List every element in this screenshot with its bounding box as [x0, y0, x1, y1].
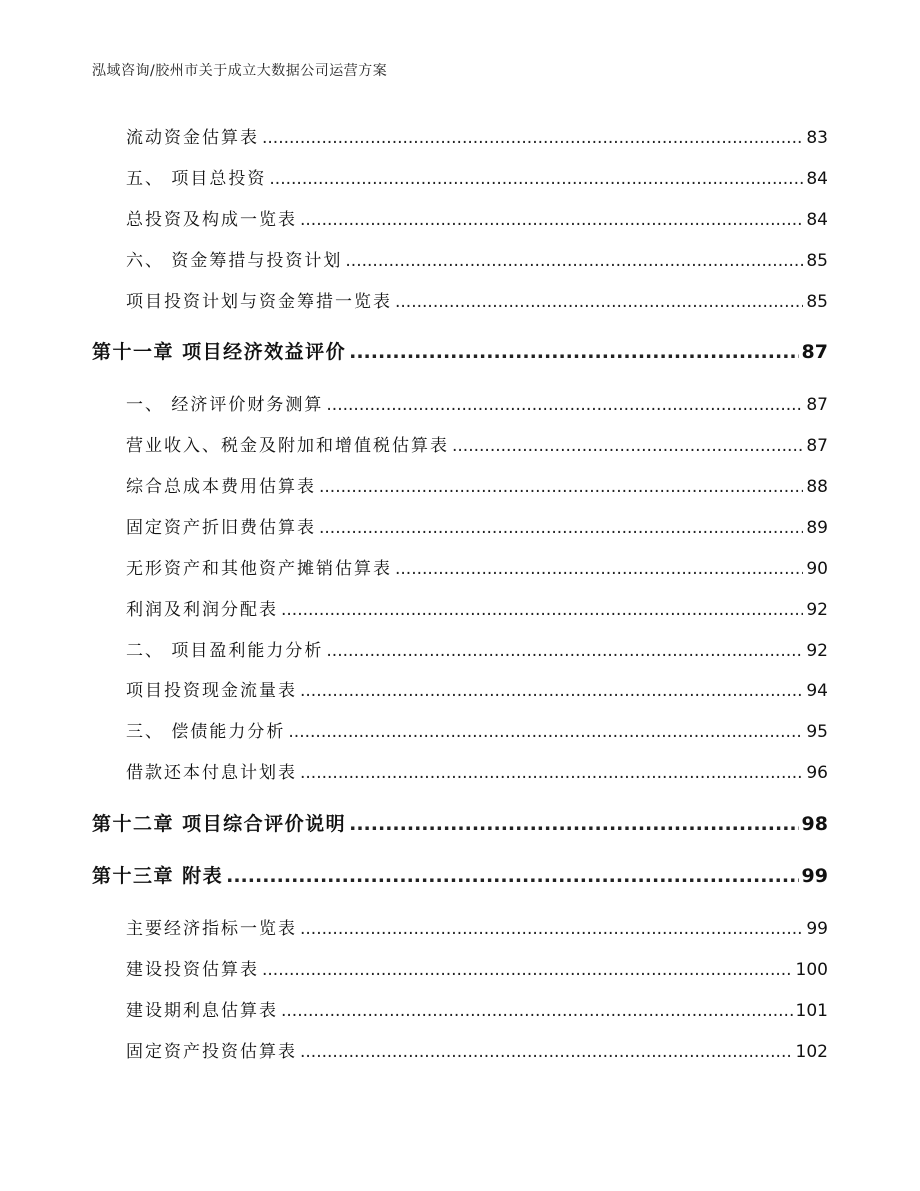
toc-entry-label: 利润及利润分配表	[126, 600, 278, 620]
toc-entry-label: 第十一章 项目经济效益评价	[92, 341, 347, 363]
toc-entry-label: 三、 偿债能力分析	[126, 722, 286, 742]
dot-leader	[262, 128, 803, 148]
toc-entry-page: 101	[795, 1001, 828, 1021]
toc-entry-page: 89	[806, 518, 828, 538]
toc-entry[interactable]	[126, 123, 828, 148]
toc-entry[interactable]	[126, 914, 828, 939]
dot-leader	[326, 395, 803, 415]
toc-entry-label: 建设投资估算表	[126, 960, 259, 980]
toc-entry-page: 96	[806, 763, 828, 783]
toc-entry-label: 综合总成本费用估算表	[126, 477, 316, 497]
toc-entry-page: 100	[795, 960, 828, 980]
toc-entry[interactable]	[126, 996, 828, 1021]
toc-entry-page: 95	[806, 722, 828, 742]
dot-leader	[395, 559, 803, 579]
toc-entry-label: 第十三章 附表	[92, 865, 224, 887]
page-header: 泓域咨询/胶州市关于成立大数据公司运营方案	[92, 63, 388, 79]
dot-leader	[319, 518, 803, 538]
toc-entry[interactable]	[126, 955, 828, 980]
toc-chapter-entry[interactable]	[92, 337, 828, 364]
toc-chapter-entry[interactable]	[92, 861, 828, 888]
toc-entry[interactable]	[126, 676, 828, 701]
toc-entry-label: 总投资及构成一览表	[126, 210, 297, 230]
toc-entry-page: 87	[801, 341, 828, 363]
toc-entry-label: 营业收入、税金及附加和增值税估算表	[126, 436, 449, 456]
dot-leader	[349, 341, 798, 363]
dot-leader	[262, 960, 793, 980]
toc-entry[interactable]	[126, 554, 828, 579]
toc-entry[interactable]	[126, 390, 828, 415]
dot-leader	[288, 722, 803, 742]
dot-leader	[281, 600, 803, 620]
toc-entry-page: 90	[806, 559, 828, 579]
toc-entry[interactable]	[126, 205, 828, 230]
toc-entry-page: 92	[806, 600, 828, 620]
toc-entry[interactable]	[126, 287, 828, 312]
toc-entry-page: 84	[806, 210, 828, 230]
toc-entry[interactable]	[126, 472, 828, 497]
toc-entry-page: 87	[806, 436, 828, 456]
toc-entry-page: 99	[806, 919, 828, 939]
toc-entry-label: 第十二章 项目综合评价说明	[92, 813, 347, 835]
toc-entry-page: 94	[806, 681, 828, 701]
toc-entry-page: 87	[806, 395, 828, 415]
toc-entry[interactable]	[126, 758, 828, 783]
toc-entry-page: 85	[806, 251, 828, 271]
toc-entry[interactable]	[126, 717, 828, 742]
dot-leader	[395, 292, 803, 312]
toc-entry[interactable]	[126, 595, 828, 620]
toc-entry-page: 99	[801, 865, 828, 887]
dot-leader	[281, 1001, 793, 1021]
toc-entry-label: 借款还本付息计划表	[126, 763, 297, 783]
toc-entry-label: 固定资产折旧费估算表	[126, 518, 316, 538]
toc-entry-page: 98	[801, 813, 828, 835]
toc-entry-page: 83	[806, 128, 828, 148]
toc-entry-page: 88	[806, 477, 828, 497]
dot-leader	[345, 251, 803, 271]
dot-leader	[300, 210, 803, 230]
dot-leader	[349, 813, 798, 835]
dot-leader	[300, 763, 803, 783]
toc-entry-label: 项目投资计划与资金筹措一览表	[126, 292, 392, 312]
toc-entry[interactable]	[126, 1037, 828, 1062]
toc-entry[interactable]	[126, 513, 828, 538]
toc-entry[interactable]	[126, 164, 828, 189]
dot-leader	[319, 477, 803, 497]
dot-leader	[326, 641, 803, 661]
toc-chapter-entry[interactable]	[92, 809, 828, 836]
dot-leader	[300, 919, 803, 939]
toc-entry-label: 主要经济指标一览表	[126, 919, 297, 939]
toc-entry-label: 一、 经济评价财务测算	[126, 395, 324, 415]
dot-leader	[452, 436, 803, 456]
toc-entry-page: 84	[806, 169, 828, 189]
toc-entry-label: 建设期利息估算表	[126, 1001, 278, 1021]
dot-leader	[300, 681, 803, 701]
dot-leader	[226, 865, 798, 887]
toc-entry-label: 项目投资现金流量表	[126, 681, 297, 701]
toc-entry-label: 二、 项目盈利能力分析	[126, 641, 324, 661]
dot-leader	[300, 1042, 793, 1062]
toc-entry-page: 85	[806, 292, 828, 312]
dot-leader	[269, 169, 803, 189]
toc-entry-label: 固定资产投资估算表	[126, 1042, 297, 1062]
toc-entry-label: 五、 项目总投资	[126, 169, 267, 189]
toc-entry-label: 无形资产和其他资产摊销估算表	[126, 559, 392, 579]
toc-entry[interactable]	[126, 246, 828, 271]
toc-entry-label: 流动资金估算表	[126, 128, 259, 148]
toc-entry-page: 92	[806, 641, 828, 661]
toc-entry[interactable]	[126, 431, 828, 456]
toc-entry-page: 102	[795, 1042, 828, 1062]
toc-entry-label: 六、 资金筹措与投资计划	[126, 251, 343, 271]
toc-entry[interactable]	[126, 636, 828, 661]
